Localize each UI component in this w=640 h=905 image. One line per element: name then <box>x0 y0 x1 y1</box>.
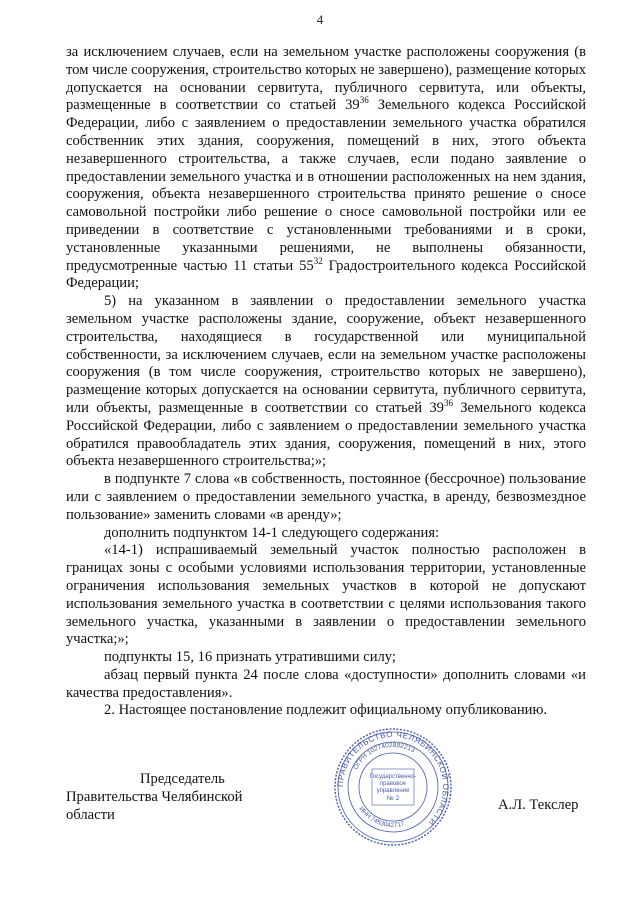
page-number: 4 <box>316 12 324 27</box>
stamp-center-line: Государственно- <box>369 774 417 780</box>
signatory-title <box>66 771 286 824</box>
paragraph-subitem-7: в подпункте 7 слова «в собственность, постоянное (бессрочное) пользование или с заявлением о предоставлении земельного участка, в аренду, безвозмездное пользование» заменить словами «в аренду»; <box>66 471 586 523</box>
paragraph-add-14-1: дополнить подпунктом 14-1 следующего содержания: <box>104 524 440 541</box>
stamp-center-line: управление <box>376 788 410 794</box>
paragraph-item-5 <box>66 293 586 471</box>
stamp-number: № 2 <box>386 795 400 802</box>
paragraph-14-1-text: «14-1) испрашиваемый земельный участок полностью расположен в границах зоны с особыми условиями использования территории, установленные ограничения использования земельных участков в которой не допускают использования земельного участка в соответствии с целями использования такого земельного участка, указанными в заявлении о предоставлении земельного участка;»; <box>66 542 586 648</box>
paragraph-publication: 2. Настоящее постановление подлежит официальному опубликованию. <box>104 702 548 719</box>
paragraph-text: Земельного кодекса Российской Федерации, либо с заявлением о предоставлении земельного участка обратился правообладатель этих здания, сооружения, помещений в них, этого объекта незавершенного строительства;»; <box>66 399 587 470</box>
signatory-position: Председатель <box>140 771 225 787</box>
paragraph-text: 5) на указанном в заявлении о предоставлении земельного участка земельном участке расположены здание, сооружение, объект незавершенного строительства, находящиеся в государственной или муниципальной собственности, за исключением случаев, если на земельном участке расположены сооружения (в том числе сооружения, строительство которых не завершено), размещение которых допускается на основании сервитута, публичного сервитута, или объекты, размещенные в соответствии со статьей 39 <box>66 293 586 416</box>
document-body <box>66 44 586 720</box>
stamp-inn: ИНН 7453042717 <box>357 805 406 830</box>
superscript: 32 <box>313 255 323 266</box>
paragraph-text: Земельного кодекса Российской Федерации, либо с заявлением о предоставлении земельного участка обратился собственник этих здания, сооружения, помещений в них, этого объекта незавершенного строительства, а также случаев, если подано заявление о предоставлении земельного участка и в отношении расположенных на нем здания, сооружения, объекта незавершенного строительства принято решение о сносе самовольной постройки либо решение о сносе самовольной постройки или ее приведении в соответствие с установленными требованиями и в сроки, установленные указанными решениями, не выполнены обязанности, предусмотренные частью 11 статьи 55 <box>66 97 587 274</box>
superscript: 36 <box>359 95 369 106</box>
svg-text:ИНН 7453042717 <box>358 806 406 829</box>
stamp-outer-text: ПРАВИТЕЛЬСТВО ЧЕЛЯБИНСКОЙ ОБЛАСТИ <box>335 729 451 828</box>
paragraph-text: Градостроительного кодекса Российской Федерации; <box>66 257 587 292</box>
stamp-center-line: правовое <box>379 781 407 787</box>
signatory-organization: Правительства Челябинской области <box>66 788 243 823</box>
paragraph-repeal: подпункты 15, 16 признать утратившими силу; <box>104 649 396 666</box>
stamp-ogrn: ОГРН 1027402882213 <box>352 741 416 771</box>
paragraph-item-24: абзац первый пункта 24 после слова «доступности» дополнить словами «и качества предоставления». <box>66 666 586 701</box>
paragraph-continuation <box>66 44 586 293</box>
paragraph-text: за исключением случаев, если на земельном участке расположены сооружения (в том числе сооружения, строительство которых не завершено), размещение которых допускается на основании сервитута, публичного сервитута, или объекты, размещенные в соответствии со статьей 39 <box>66 44 586 114</box>
signatory-name: А.Л. Текслер <box>498 797 579 813</box>
official-stamp <box>332 726 454 848</box>
superscript: 36 <box>443 397 453 408</box>
